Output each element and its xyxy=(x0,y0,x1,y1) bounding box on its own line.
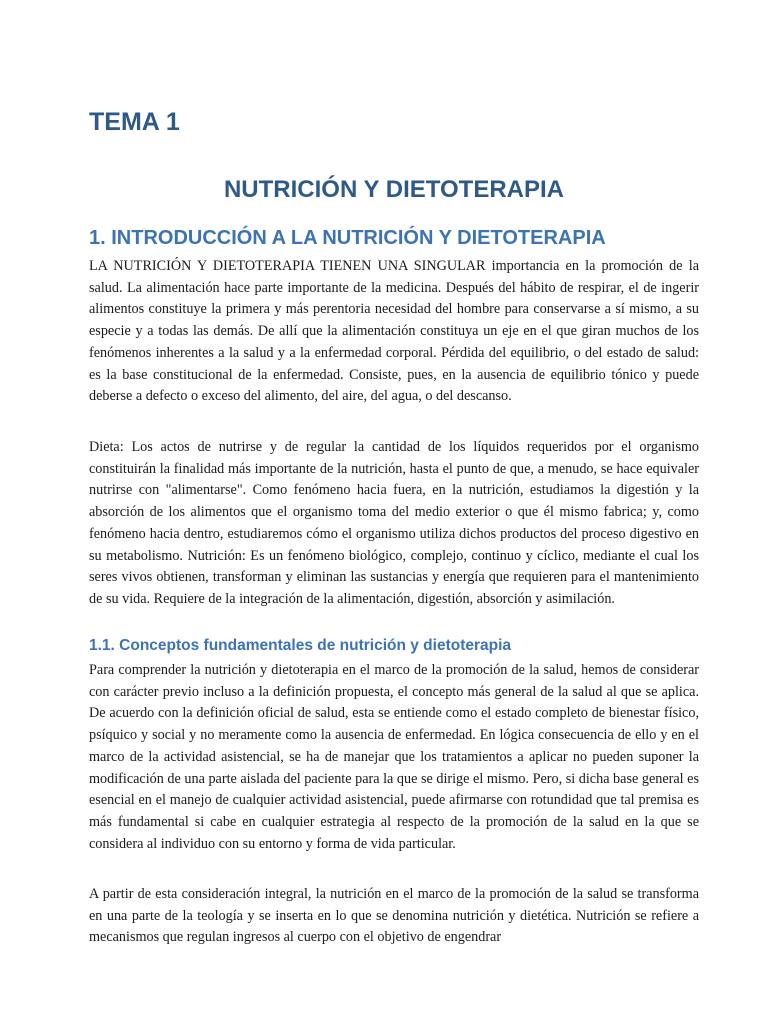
chapter-label: TEMA 1 xyxy=(89,108,180,136)
paragraph-introduction: LA NUTRICIÓN Y DIETOTERAPIA TIENEN UNA SINGULAR importancia en la promoción de la salud. La alimentación hace parte importante de la medicina. Después del hábito de respirar, el de ingerir alimentos constituye la primera y más perentoria necesidad del hombre para conservarse a sí mismo, a su especie y a todas las demás. De allí que la alimentación constituya un eje en el que giran muchos de los fenómenos inherentes a la salud y a la enfermedad corporal. Pérdida del equilibrio, o del estado de salud: es la base constitucional de la enfermedad. Consiste, pues, en la ausencia de equilibrio tónico y puede deberse a defecto o exceso del alimento, del aire, del agua, o del descanso. xyxy=(89,258,699,405)
paragraph-consideracion-integral: A partir de esta consideración integral, la nutrición en el marco de la promoción de la salud se transforma en una parte de la teología y se inserta en lo que se denomina nutrición y dietética. Nutrición se refiere a mecanismos que regulan ingresos al cuerpo con el objetivo de engendrar xyxy=(89,886,699,946)
paragraph-conceptos: Para comprender la nutrición y dietoterapia en el marco de la promoción de la salud, hemos de considerar con carácter previo incluso a la definición propuesta, el concepto más general de la salud al que se aplica. De acuerdo con la definición oficial de salud, esta se entiende como el estado completo de bienestar físico, psíquico y social y no meramente como la ausencia de enfermedad. En lógica consecuencia de ello y en el marco de la actividad asistencial, se ha de manejar que los tratamientos a aplicar no pueden suponer la modificación de una parte aislada del paciente para la que se dirige el mismo. Pero, si dicha base general es esencial en el manejo de cualquier actividad asistencial, puede afirmarse con rotundidad que tal premisa es más fundamental si cabe en cualquier estrategia al respecto de la promoción de la salud en la que se considera al individuo con su entorno y forma de vida particular. xyxy=(89,662,699,852)
section-heading-introduction: 1. INTRODUCCIÓN A LA NUTRICIÓN Y DIETOTERAPIA xyxy=(89,227,606,249)
page-title: NUTRICIÓN Y DIETOTERAPIA xyxy=(223,176,565,203)
paragraph-dieta: Dieta: Los actos de nutrirse y de regular la cantidad de los líquidos requeridos por el organismo constituirán la finalidad más importante de la nutrición, hasta el punto de que, a menudo, se hace equivaler nutrirse con "alimentarse". Como fenómeno hacia fuera, en la nutrición, estudiamos la digestión y la absorción de los alimentos que el organismo toma del medio exterior o que él mismo fabrica; y, como fenómeno hacia dentro, estudiaremos cómo el organismo utiliza dichos productos del proceso digestivo en su metabolismo. Nutrición: Es un fenómeno biológico, complejo, continuo y cíclico, mediante el cual los seres vivos obtienen, transforman y eliminan las sustancias y energía que requieren para el mantenimiento de su vida. Requiere de la integración de la alimentación, digestión, absorción y asimilación. xyxy=(89,439,699,607)
subsection-heading-conceptos: 1.1. Conceptos fundamentales de nutrición y dietoterapia xyxy=(89,637,512,654)
